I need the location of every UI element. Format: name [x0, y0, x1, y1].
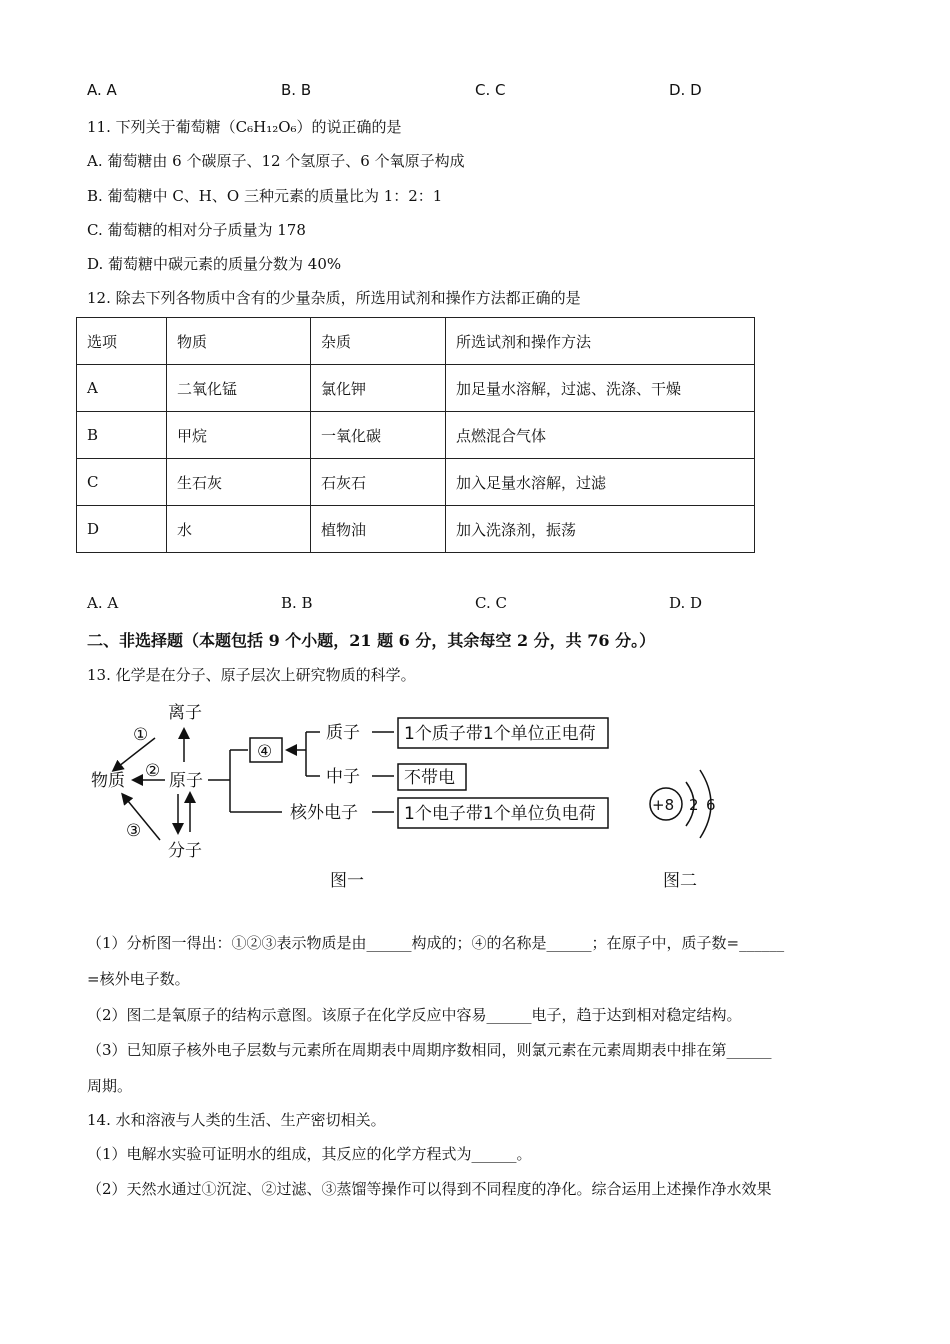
proton-label: 质子	[326, 723, 360, 743]
ion-label: 离子	[168, 703, 202, 723]
table-cell: D	[77, 506, 167, 553]
prev-option-b: B. B	[281, 81, 312, 99]
q11-stem: 11. 下列关于葡萄糖（C₆H₁₂O₆）的说正确的是	[87, 118, 402, 136]
q12-option-d: D. D	[669, 594, 703, 612]
circle-1-label: ①	[133, 725, 149, 745]
table-cell: 甲烷	[167, 412, 311, 459]
q13-part1-line2: =核外电子数。	[87, 970, 190, 988]
table-cell: 植物油	[311, 506, 446, 553]
q14-stem: 14. 水和溶液与人类的生活、生产密切相关。	[87, 1111, 386, 1129]
q11-option-c: C. 葡萄糖的相对分子质量为 178	[87, 221, 306, 239]
figure-2-caption: 图二	[663, 871, 697, 891]
table-header-cell: 杂质	[311, 318, 446, 365]
q12-option-b: B. B	[281, 594, 313, 612]
q13-stem: 13. 化学是在分子、原子层次上研究物质的科学。	[87, 666, 416, 684]
q12-option-c: C. C	[475, 594, 507, 612]
table-cell: 生石灰	[167, 459, 311, 506]
proton-desc: 1个质子带1个单位正电荷	[404, 724, 596, 744]
table-cell: B	[77, 412, 167, 459]
neutron-desc: 不带电	[404, 768, 455, 788]
q12-option-a: A. A	[87, 594, 119, 612]
table-row	[77, 459, 755, 506]
prev-option-c: C. C	[475, 81, 506, 99]
q11-option-d: D. 葡萄糖中碳元素的质量分数为 40%	[87, 255, 342, 273]
circle-4-label: ④	[257, 742, 273, 762]
table-cell: 加足量水溶解，过滤、洗涤、干燥	[446, 365, 755, 412]
neutron-label: 中子	[326, 767, 360, 787]
electron-desc: 1个电子带1个单位负电荷	[404, 804, 596, 824]
circle-2-label: ②	[145, 761, 161, 781]
q13-part3-line2: 周期。	[87, 1077, 133, 1095]
q12-stem: 12. 除去下列各物质中含有的少量杂质，所选用试剂和操作方法都正确的是	[87, 289, 581, 307]
q11-option-b: B. 葡萄糖中 C、H、O 三种元素的质量比为 1：2：1	[87, 187, 443, 205]
q14-part1: （1）电解水实验可证明水的组成，其反应的化学方程式为______。	[87, 1145, 532, 1163]
shell-1-count: 2	[689, 796, 699, 814]
table-cell: 氯化钾	[311, 365, 446, 412]
shell-2-count: 6	[706, 796, 716, 814]
table-row	[77, 412, 755, 459]
molecule-label: 分子	[168, 841, 202, 861]
atom-label: 原子	[169, 771, 203, 791]
matter-label: 物质	[91, 771, 125, 791]
table-header-row	[77, 318, 755, 365]
prev-option-a: A. A	[87, 81, 117, 99]
table-cell: 加入洗涤剂，振荡	[446, 506, 755, 553]
circle-3-label: ③	[126, 821, 142, 841]
q12-table	[76, 317, 755, 553]
q13-part1-line1: （1）分析图一得出：①②③表示物质是由______构成的；④的名称是______；在原子中，质子数=______	[87, 934, 785, 952]
q13-diagram	[0, 690, 950, 900]
prev-option-d: D. D	[669, 81, 702, 99]
figure-1-caption: 图一	[330, 871, 364, 891]
table-cell: 石灰石	[311, 459, 446, 506]
table-header-cell: 所选试剂和操作方法	[446, 318, 755, 365]
electron-label: 核外电子	[290, 803, 358, 823]
q13-part2: （2）图二是氧原子的结构示意图。该原子在化学反应中容易______电子，趋于达到相对稳定结构。	[87, 1006, 742, 1024]
table-cell: A	[77, 365, 167, 412]
table-cell: C	[77, 459, 167, 506]
table-cell: 加入足量水溶解，过滤	[446, 459, 755, 506]
table-cell: 二氧化锰	[167, 365, 311, 412]
table-row	[77, 365, 755, 412]
table-header-cell: 选项	[77, 318, 167, 365]
table-row	[77, 506, 755, 553]
table-cell: 水	[167, 506, 311, 553]
q11-option-a: A. 葡萄糖由 6 个碳原子、12 个氢原子、6 个氧原子构成	[87, 152, 465, 170]
table-cell: 点燃混合气体	[446, 412, 755, 459]
table-header-cell: 物质	[167, 318, 311, 365]
table-cell: 一氧化碳	[311, 412, 446, 459]
section-title: 二、非选择题（本题包括 9 个小题，21 题 6 分，其余每空 2 分，共 76 分。）	[87, 631, 656, 650]
nucleus-charge: +8	[652, 796, 675, 814]
q14-part2: （2）天然水通过①沉淀、②过滤、③蒸馏等操作可以得到不同程度的净化。综合运用上述操作净水效果	[87, 1180, 772, 1198]
q13-part3-line1: （3）已知原子核外电子层数与元素所在周期表中周期序数相同，则氯元素在元素周期表中排在第______	[87, 1041, 772, 1059]
